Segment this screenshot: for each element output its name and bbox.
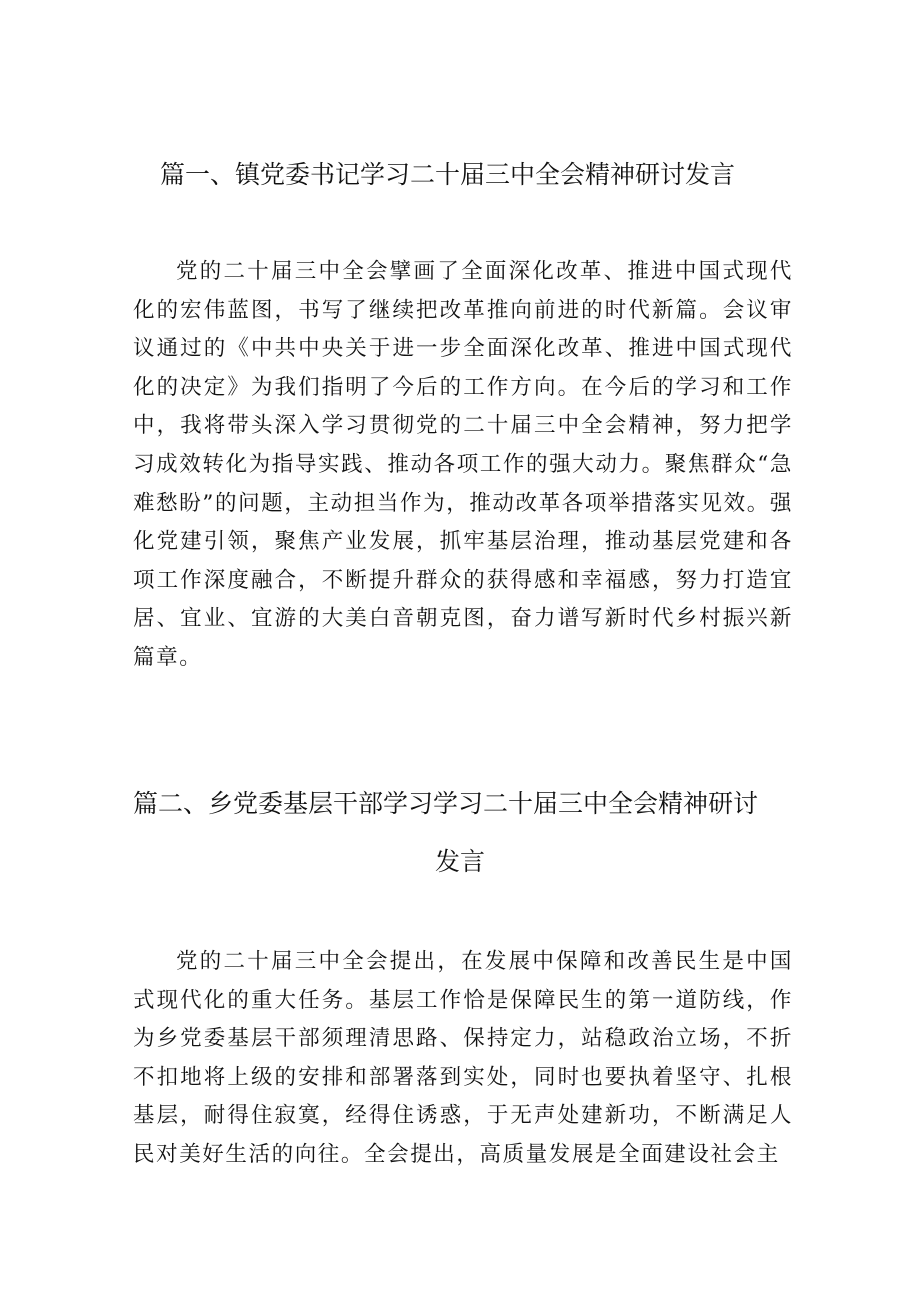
- section-1-title: 篇一、镇党委书记学习二十届三中全会精神研讨发言: [160, 160, 736, 189]
- section-2-body: 党的二十届三中全会提出，在发展中保障和改善民生是中国式现代化的重大任务。基层工作恰是保障民生的第一道防线，作为乡党委基层干部须理清思路、保持定力，站稳政治立场，不折不扣地将上级的安排和部署落到实处，同时也要执着坚守、扎根基层，耐得住寂寞，经得住诱惑，于无声处建新功，不断满足人民对美好生活的向往。全会提出，高质量发展是全面建设社会主: [133, 949, 793, 1167]
- section-1-body: 党的二十届三中全会擘画了全面深化改革、推进中国式现代化的宏伟蓝图，书写了继续把改革推向前进的时代新篇。会议审议通过的《中共中央关于进一步全面深化改革、推进中国式现代化的决定》为我们指明了今后的工作方向。在今后的学习和工作中，我将带头深入学习贯彻党的二十届三中全会精神，努力把学习成效转化为指导实践、推动各项工作的强大动力。聚焦群众“急难愁盼”的问题，主动担当作为，推动改革各项举措落实见效。强化党建引领，聚焦产业发展，抓牢基层治理，推动基层党建和各项工作深度融合，不断提升群众的获得感和幸福感，努力打造宜居、宜业、宜游的大美白音朝克图，奋力谱写新时代乡村振兴新篇章。: [133, 259, 793, 670]
- section-2-title-line2: 发言: [434, 847, 485, 876]
- section-2-title-line1: 篇二、乡党委基层干部学习学习二十届三中全会精神研讨: [133, 789, 759, 818]
